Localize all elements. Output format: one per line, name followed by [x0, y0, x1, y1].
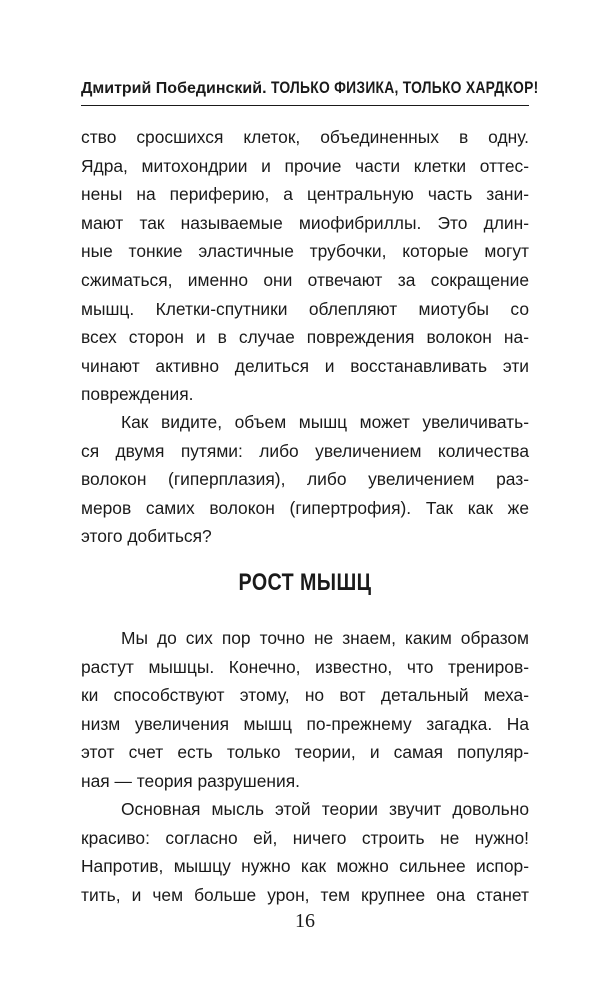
text-line: мают так называемые миофибриллы. Это длин- — [81, 212, 529, 233]
text-line: этот счет есть только теории, и самая популяр- — [81, 742, 529, 763]
header-author: Дмитрий Побединский. — [81, 80, 267, 97]
section-heading: РОСТ МЫШЦ — [238, 569, 372, 596]
text-line: Как видите, объем мышц может увеличивать- — [121, 412, 529, 432]
text-line: этого добиться? — [81, 526, 212, 547]
text-line: повреждения. — [81, 384, 194, 405]
header-rule — [81, 105, 529, 106]
text-line: ная — теория разрушения. — [81, 770, 300, 791]
text-line: Основная мысль этой теории звучит довольно — [121, 799, 529, 819]
text-line: ся двумя путями: либо увеличением количества — [81, 440, 529, 461]
text-line: Напротив, мышцу нужно как можно сильнее испор- — [81, 856, 529, 877]
paragraph — [81, 123, 529, 409]
text-line: Ядра, митохондрии и прочие части клетки оттес- — [81, 155, 529, 176]
text-line: ки способствуют этому, но вот детальный меха- — [81, 685, 529, 706]
paragraph — [81, 408, 529, 551]
text-line: ные тонкие эластичные трубочки, которые могут — [81, 241, 529, 262]
header-book-title: ТОЛЬКО ФИЗИКА, ТОЛЬКО ХАРДКОР! — [270, 79, 539, 97]
text-line: нены на периферию, а центральную часть зани- — [81, 184, 529, 205]
text-line: ство сросшихся клеток, объединенных в одну. — [81, 127, 529, 147]
text-line: низм увеличения мышц по-прежнему загадка. На — [81, 713, 529, 734]
text-line: Мы до сих пор точно не знаем, каким образом — [121, 628, 529, 648]
text-line: сжиматься, именно они отвечают за сокращение — [81, 269, 529, 290]
text-line: волокон (гиперплазия), либо увеличением раз- — [81, 469, 529, 490]
text-line: мышц. Клетки-спутники облепляют миотубы со — [81, 298, 529, 319]
text-line: чинают активно делиться и восстанавливать эти — [81, 355, 529, 376]
paragraph — [81, 795, 529, 909]
text-line: тить, и чем больше урон, тем крупнее она станет — [81, 884, 529, 905]
page-number: 16 — [295, 910, 315, 932]
text-line: меров самих волокон (гипертрофия). Так как же — [81, 497, 529, 518]
text-line: всех сторон и в случае повреждения волокон на- — [81, 327, 529, 348]
running-header — [81, 78, 539, 99]
text-line: красиво: согласно ей, ничего строить не нужно! — [81, 827, 529, 848]
text-line: растут мышцы. Конечно, известно, что трениров- — [81, 656, 529, 677]
paragraph — [81, 624, 529, 796]
